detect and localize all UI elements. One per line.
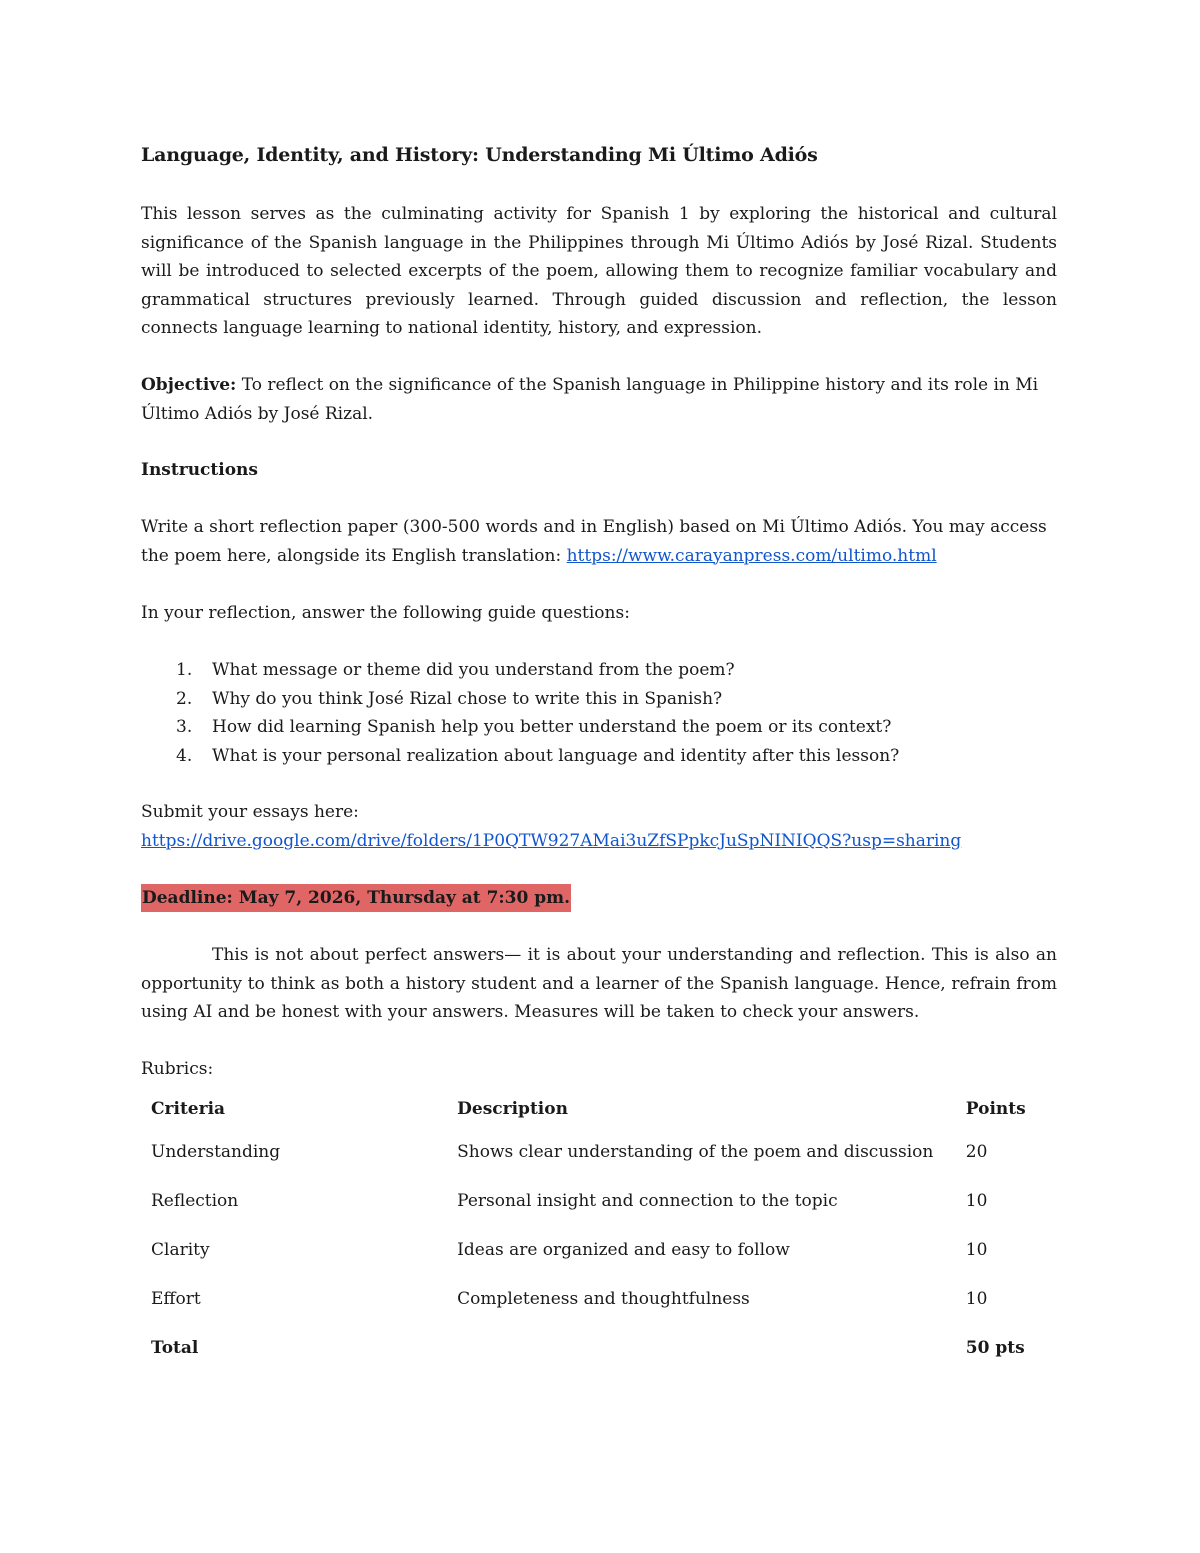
description-cell: Shows clear understanding of the poem and discussion <box>457 1141 934 1162</box>
description-cell: Ideas are organized and easy to follow <box>457 1239 790 1260</box>
guide-question <box>141 742 1057 771</box>
rubric-header-row <box>141 1091 1057 1127</box>
question-number: 1. <box>176 660 193 680</box>
poem-link[interactable]: https://www.carayanpress.com/ultimo.html <box>566 545 937 566</box>
reflection-paragraph <box>141 513 1057 570</box>
criteria-cell: Effort <box>151 1288 201 1309</box>
document-page <box>141 0 1057 1553</box>
description-header: Description <box>457 1099 568 1119</box>
table-row <box>141 1225 1057 1274</box>
description-cell: Personal insight and connection to the topic <box>457 1190 838 1211</box>
table-row <box>141 1176 1057 1225</box>
guide-question <box>141 656 1057 685</box>
guide-question <box>141 713 1057 742</box>
total-row <box>141 1323 1057 1372</box>
rubrics-label: Rubrics: <box>141 1059 214 1079</box>
submit-paragraph <box>141 798 1057 855</box>
intro-paragraph: This lesson serves as the culminating activity for Spanish 1 by exploring the historical and cultural significance of the Spanish language in the Philippines through Mi Último Adiós by José Rizal. Students will be introduced to selected excerpts of the poem, allowing them to recognize familiar vocabulary and grammatical structures previously learned. Through guided discussion and reflection, the lesson connects language learning to national identity, history, and expression. <box>141 204 1057 338</box>
question-number: 4. <box>176 745 193 766</box>
question-number: 3. <box>176 717 193 737</box>
question-text: Why do you think José Rizal chose to write this in Spanish? <box>212 688 723 709</box>
question-text: How did learning Spanish help you better understand the poem or its context? <box>212 717 892 737</box>
points-cell: 20 <box>965 1141 988 1162</box>
deadline-notice: Deadline: May 7, 2026, Thursday at 7:30 pm. <box>141 884 571 912</box>
guide-question <box>141 685 1057 714</box>
description-cell: Completeness and thoughtfulness <box>457 1288 750 1309</box>
total-points: 50 pts <box>965 1337 1025 1358</box>
criteria-cell: Clarity <box>151 1239 210 1260</box>
closing-paragraph: This is not about perfect answers— it is about your understanding and reflection. This is also an opportunity to think as both a history student and a learner of the Spanish language. Hence, refrain from using AI and be honest with your answers. Measures will be taken to check your answers. <box>141 945 1057 1022</box>
criteria-cell: Understanding <box>151 1141 281 1162</box>
total-label: Total <box>151 1337 199 1358</box>
objective-text: To reflect on the significance of the Spanish language in Philippine history and its role in Mi Último Adiós by José Rizal. <box>141 375 1039 424</box>
points-header: Points <box>965 1099 1026 1119</box>
rubric-table <box>141 1091 1057 1372</box>
document-title: Language, Identity, and History: Understanding Mi Último Adiós <box>141 144 818 166</box>
points-cell: 10 <box>965 1288 988 1309</box>
question-text: What is your personal realization about language and identity after this lesson? <box>212 745 900 766</box>
reflection-text: Write a short reflection paper (300-500 words and in English) based on Mi Último Adiós. You may access the poem here, alongside its English translation: <box>141 517 1047 566</box>
objective-label: Objective: <box>141 375 237 395</box>
submission-folder-link[interactable]: https://drive.google.com/drive/folders/1P0QTW927AMai3uZfSPpkcJuSpNINIQQS?usp=sharing <box>141 830 962 851</box>
question-number: 2. <box>176 688 193 709</box>
instructions-heading: Instructions <box>141 460 258 480</box>
question-text: What message or theme did you understand from the poem? <box>212 660 735 680</box>
points-cell: 10 <box>965 1190 988 1211</box>
table-row <box>141 1274 1057 1323</box>
criteria-header: Criteria <box>151 1099 226 1119</box>
objective-paragraph <box>141 371 1057 428</box>
total-empty-cell <box>447 1323 956 1372</box>
table-row <box>141 1127 1057 1176</box>
points-cell: 10 <box>965 1239 988 1260</box>
submit-text: Submit your essays here: <box>141 802 359 822</box>
criteria-cell: Reflection <box>151 1190 239 1211</box>
guide-questions-list <box>141 656 1057 770</box>
guide-questions-intro: In your reflection, answer the following guide questions: <box>141 603 630 623</box>
